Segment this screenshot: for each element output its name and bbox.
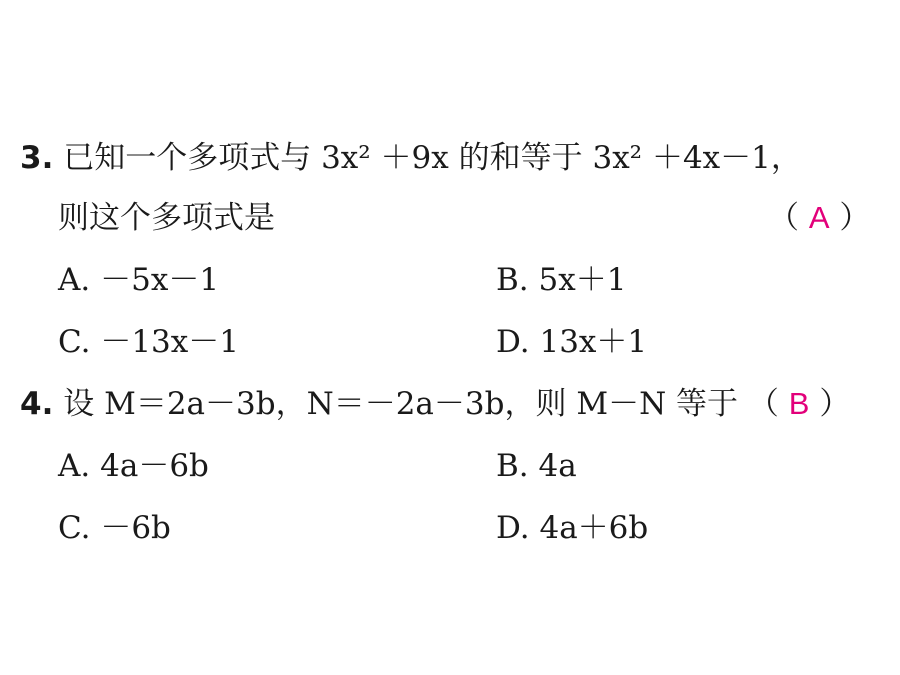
question-3-option-d [496, 322, 647, 362]
option-text: 4a [538, 448, 577, 484]
option-label: B. [496, 448, 529, 484]
question-3-option-b [496, 260, 626, 300]
question-3-stem-line1 [20, 138, 802, 178]
question-3-answer-box [768, 198, 870, 238]
question-4-option-c [58, 508, 171, 548]
question-3-option-a [58, 260, 219, 300]
question-4-stem-line1 [20, 384, 850, 424]
question-4-answer: B [788, 386, 810, 421]
option-label: D. [496, 324, 530, 360]
question-3-stem-text: 已知一个多项式与 3x² ＋9x 的和等于 3x² ＋4x－1， [63, 140, 802, 176]
option-label: C. [58, 324, 91, 360]
option-text: －6b [100, 510, 171, 546]
option-label: C. [58, 510, 91, 546]
question-3-paren-open: （ [768, 200, 799, 236]
option-text: －13x－1 [100, 324, 239, 360]
option-label: A. [58, 262, 91, 298]
question-3-number: 3. [20, 140, 54, 176]
option-text: －5x－1 [100, 262, 220, 298]
question-4-option-d [496, 508, 648, 548]
option-text: 13x＋1 [539, 324, 648, 360]
option-text: 4a－6b [100, 448, 209, 484]
question-3-option-c [58, 322, 239, 362]
option-text: 5x＋1 [538, 262, 627, 298]
option-label: D. [496, 510, 530, 546]
question-3-stem-line2: 则这个多项式是 [58, 200, 275, 236]
question-4-paren-close: ） [819, 386, 851, 422]
question-4-option-a [58, 446, 209, 486]
question-4-option-b [496, 446, 577, 486]
option-label: A. [58, 448, 91, 484]
question-4-stem-text: 设 M＝2a－3b，N＝－2a－3b，则 M－N 等于 [63, 386, 739, 422]
question-4-number: 4. [20, 386, 54, 422]
question-4-paren-open: （ [747, 386, 779, 422]
question-3-answer: A [808, 200, 830, 235]
option-label: B. [496, 262, 529, 298]
option-text: 4a＋6b [539, 510, 649, 546]
question-3-paren-close: ） [839, 200, 871, 236]
